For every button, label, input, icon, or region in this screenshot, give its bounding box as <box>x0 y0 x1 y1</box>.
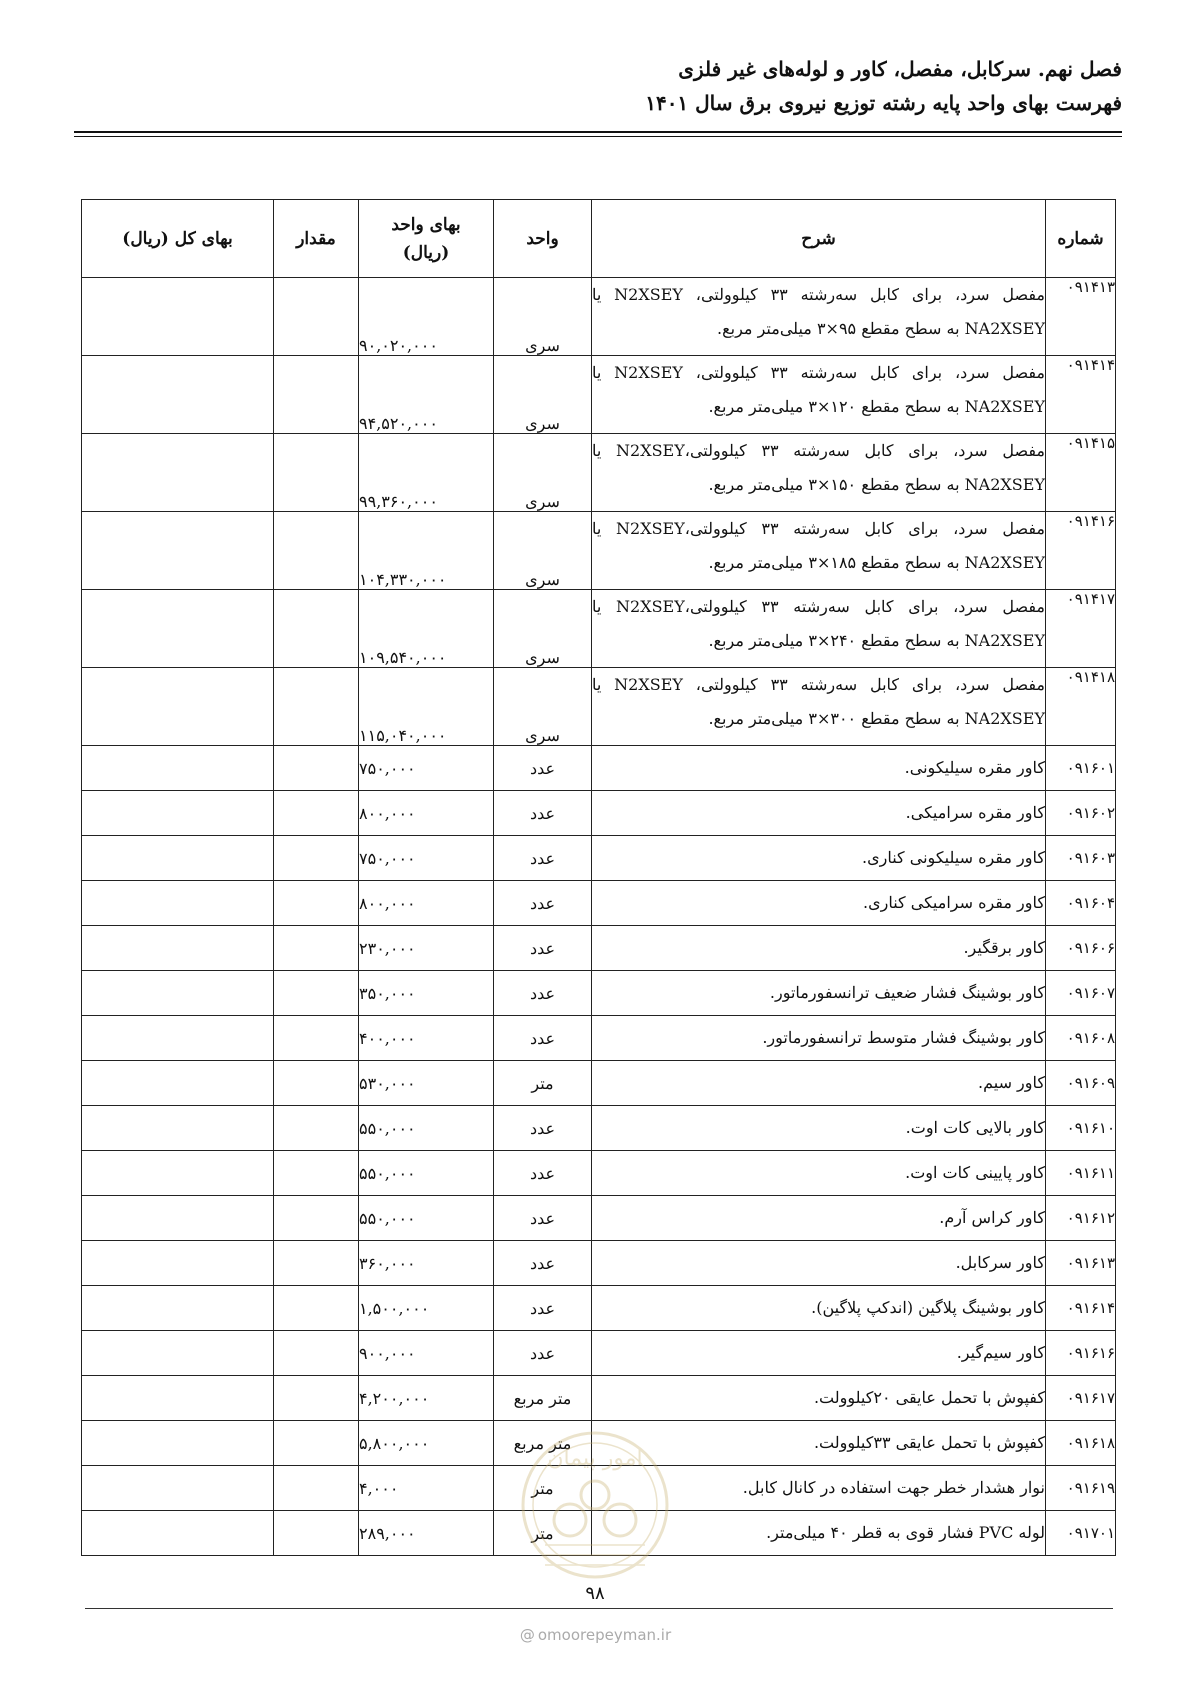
item-unit-price: ۱۰۹,۵۴۰,۰۰۰ <box>359 590 494 668</box>
item-unit-price: ۸۰۰,۰۰۰ <box>359 791 494 836</box>
item-unit-price: ۱۰۴,۳۳۰,۰۰۰ <box>359 512 494 590</box>
item-unit-price: ۳۵۰,۰۰۰ <box>359 971 494 1016</box>
item-description-line: مفصل سرد، برای کابل سه‌رشته ۳۳ کیلوولتی، N2XSEY یا <box>592 285 1045 304</box>
item-total-price <box>82 434 274 512</box>
table-row <box>82 1466 1116 1511</box>
item-unit-price: ۱,۵۰۰,۰۰۰ <box>359 1286 494 1331</box>
item-code: ۰۹۱۶۰۹ <box>1046 1061 1116 1106</box>
item-description-line: مفصل سرد، برای کابل سه‌رشته ۳۳ کیلوولتی، N2XSEY یا <box>592 363 1045 382</box>
table-header-row <box>82 200 1116 278</box>
item-unit-price: ۹۰۰,۰۰۰ <box>359 1331 494 1376</box>
item-quantity <box>274 668 359 746</box>
item-description-line: کفپوش با تحمل عایقی ۲۰کیلوولت. <box>813 1388 1045 1407</box>
item-description <box>592 836 1046 881</box>
item-total-price <box>82 1016 274 1061</box>
item-unit-price: ۵۵۰,۰۰۰ <box>359 1151 494 1196</box>
item-description-line: مفصل سرد، برای کابل سه‌رشته ۳۳ کیلوولتی،N2XSEY یا <box>592 597 1046 616</box>
item-description-line: NA2XSEY به سطح مقطع ۹۵×۳ میلی‌متر مربع. <box>717 319 1045 338</box>
item-quantity <box>274 590 359 668</box>
item-code: ۰۹۱۶۰۱ <box>1046 746 1116 791</box>
item-unit: عدد <box>494 791 592 836</box>
item-quantity <box>274 1016 359 1061</box>
item-unit-price: ۵۵۰,۰۰۰ <box>359 1106 494 1151</box>
item-description-line: کاور مقره سرامیکی. <box>905 803 1045 822</box>
item-description <box>592 971 1046 1016</box>
item-code: ۰۹۱۶۱۸ <box>1046 1421 1116 1466</box>
item-unit-price: ۹۴,۵۲۰,۰۰۰ <box>359 356 494 434</box>
item-quantity <box>274 1376 359 1421</box>
table-row <box>82 1511 1116 1556</box>
item-code: ۰۹۱۶۱۴ <box>1046 1286 1116 1331</box>
site-url[interactable]: omoorepeyman.ir <box>537 1626 672 1644</box>
page-number: ۹۸ <box>585 1583 605 1604</box>
item-code: ۰۹۱۶۰۶ <box>1046 926 1116 971</box>
item-unit: عدد <box>494 1286 592 1331</box>
item-unit: متر <box>494 1466 592 1511</box>
item-quantity <box>274 1511 359 1556</box>
item-description-line: NA2XSEY به سطح مقطع ۱۸۵×۳ میلی‌متر مربع. <box>708 553 1045 572</box>
item-code: ۰۹۱۶۱۲ <box>1046 1196 1116 1241</box>
price-list-table <box>81 199 1116 1556</box>
item-description-line: مفصل سرد، برای کابل سه‌رشته ۳۳ کیلوولتی،N2XSEY یا <box>592 441 1046 460</box>
item-description <box>592 278 1046 356</box>
item-quantity <box>274 746 359 791</box>
item-code: ۰۹۱۶۱۶ <box>1046 1331 1116 1376</box>
svg-text:امور پیمان: امور پیمان <box>547 1446 643 1471</box>
item-unit: سری <box>494 590 592 668</box>
item-description-line: کاور بوشینگ فشار ضعیف ترانسفورماتور. <box>769 983 1045 1002</box>
item-description <box>592 1061 1046 1106</box>
item-unit: عدد <box>494 1196 592 1241</box>
header-unit-price <box>359 200 494 278</box>
page-header <box>74 52 1122 120</box>
item-unit-price: ۹۰,۰۲۰,۰۰۰ <box>359 278 494 356</box>
item-unit: عدد <box>494 836 592 881</box>
item-quantity <box>274 1421 359 1466</box>
item-unit: سری <box>494 278 592 356</box>
item-description-line: مفصل سرد، برای کابل سه‌رشته ۳۳ کیلوولتی،N2XSEY یا <box>592 519 1046 538</box>
item-description <box>592 1241 1046 1286</box>
item-quantity <box>274 356 359 434</box>
item-total-price <box>82 1061 274 1106</box>
item-unit-price: ۵۳۰,۰۰۰ <box>359 1061 494 1106</box>
item-quantity <box>274 1151 359 1196</box>
item-total-price <box>82 926 274 971</box>
item-unit-price: ۷۵۰,۰۰۰ <box>359 746 494 791</box>
item-description-line: NA2XSEY به سطح مقطع ۱۵۰×۳ میلی‌متر مربع. <box>708 475 1045 494</box>
item-description-line: کاور سیم. <box>978 1073 1045 1092</box>
item-description <box>592 434 1046 512</box>
item-total-price <box>82 881 274 926</box>
item-description <box>592 668 1046 746</box>
item-quantity <box>274 278 359 356</box>
header-unit-price-line1: بهای واحد <box>391 214 461 235</box>
item-description-line: کاور بالایی کات اوت. <box>905 1118 1045 1137</box>
item-total-price <box>82 1466 274 1511</box>
item-code: ۰۹۱۶۰۳ <box>1046 836 1116 881</box>
item-quantity <box>274 1286 359 1331</box>
item-description <box>592 881 1046 926</box>
table-row <box>82 1106 1116 1151</box>
header-rule-thick <box>74 131 1122 133</box>
item-unit: عدد <box>494 881 592 926</box>
header-code: شماره <box>1046 200 1116 278</box>
item-unit: عدد <box>494 1016 592 1061</box>
item-description-line: NA2XSEY به سطح مقطع ۱۲۰×۳ میلی‌متر مربع. <box>708 397 1045 416</box>
item-description <box>592 1511 1046 1556</box>
table-row <box>82 278 1116 356</box>
table-row <box>82 434 1116 512</box>
item-unit: متر مربع <box>494 1421 592 1466</box>
item-description-line: کاور بوشینگ فشار متوسط ترانسفورماتور. <box>762 1028 1045 1047</box>
item-total-price <box>82 1286 274 1331</box>
item-total-price <box>82 1421 274 1466</box>
item-unit: سری <box>494 356 592 434</box>
item-quantity <box>274 1196 359 1241</box>
item-unit-price: ۵۵۰,۰۰۰ <box>359 1196 494 1241</box>
item-total-price <box>82 971 274 1016</box>
item-code: ۰۹۱۶۰۷ <box>1046 971 1116 1016</box>
item-description-line: کاور کراس آرم. <box>939 1208 1045 1227</box>
item-description <box>592 1151 1046 1196</box>
item-quantity <box>274 512 359 590</box>
item-total-price <box>82 1376 274 1421</box>
table-row <box>82 1196 1116 1241</box>
item-quantity <box>274 791 359 836</box>
item-quantity <box>274 1331 359 1376</box>
item-unit-price: ۵,۸۰۰,۰۰۰ <box>359 1421 494 1466</box>
item-unit: سری <box>494 434 592 512</box>
item-unit: عدد <box>494 1106 592 1151</box>
item-description <box>592 791 1046 836</box>
item-description <box>592 1376 1046 1421</box>
item-description <box>592 1421 1046 1466</box>
item-quantity <box>274 434 359 512</box>
item-code: ۰۹۱۶۰۴ <box>1046 881 1116 926</box>
item-description-line: NA2XSEY به سطح مقطع ۳۰۰×۳ میلی‌متر مربع. <box>708 709 1045 728</box>
table-row <box>82 836 1116 881</box>
table-row <box>82 356 1116 434</box>
table-row <box>82 791 1116 836</box>
item-description <box>592 1196 1046 1241</box>
item-total-price <box>82 1106 274 1151</box>
item-unit: عدد <box>494 1331 592 1376</box>
item-quantity <box>274 1241 359 1286</box>
item-unit-price: ۳۶۰,۰۰۰ <box>359 1241 494 1286</box>
item-unit: عدد <box>494 746 592 791</box>
table-row <box>82 1016 1116 1061</box>
item-code: ۰۹۱۶۱۳ <box>1046 1241 1116 1286</box>
item-total-price <box>82 746 274 791</box>
item-description-line: کاور سیم‌گیر. <box>956 1343 1045 1362</box>
header-rule-thin <box>74 136 1122 137</box>
item-description <box>592 1016 1046 1061</box>
item-unit-price: ۲۸۹,۰۰۰ <box>359 1511 494 1556</box>
item-unit-price: ۴,۰۰۰ <box>359 1466 494 1511</box>
header-unit-price-line2: (ریال) <box>402 242 450 263</box>
table-row <box>82 512 1116 590</box>
table-row <box>82 746 1116 791</box>
table-row <box>82 1376 1116 1421</box>
item-quantity <box>274 1466 359 1511</box>
item-code: ۰۹۱۴۱۸ <box>1046 668 1116 746</box>
item-code: ۰۹۱۴۱۴ <box>1046 356 1116 434</box>
item-description <box>592 1331 1046 1376</box>
item-description <box>592 1466 1046 1511</box>
item-description-line: کاور برقگیر. <box>963 938 1045 957</box>
item-total-price <box>82 668 274 746</box>
at-sign-icon: @ <box>519 1626 535 1644</box>
item-total-price <box>82 1241 274 1286</box>
table-row <box>82 1286 1116 1331</box>
item-description-line: کاور مقره سیلیکونی کناری. <box>862 848 1045 867</box>
item-quantity <box>274 1106 359 1151</box>
table-row <box>82 1061 1116 1106</box>
item-description-line: نوار هشدار خطر جهت استفاده در کانال کابل. <box>742 1478 1045 1497</box>
item-quantity <box>274 1061 359 1106</box>
chapter-title: فصل نهم. سرکابل، مفصل، کاور و لوله‌های غیر فلزی <box>678 57 1122 81</box>
item-description-line: کاور سرکابل. <box>955 1253 1045 1272</box>
table-row <box>82 1421 1116 1466</box>
item-code: ۰۹۱۶۰۸ <box>1046 1016 1116 1061</box>
item-unit: متر <box>494 1511 592 1556</box>
item-unit-price: ۹۹,۳۶۰,۰۰۰ <box>359 434 494 512</box>
item-description <box>592 746 1046 791</box>
item-unit: متر مربع <box>494 1376 592 1421</box>
table-row <box>82 668 1116 746</box>
item-unit: عدد <box>494 1151 592 1196</box>
footer-rule <box>85 1608 1113 1609</box>
item-unit-price: ۴,۲۰۰,۰۰۰ <box>359 1376 494 1421</box>
item-quantity <box>274 836 359 881</box>
item-unit-price: ۲۳۰,۰۰۰ <box>359 926 494 971</box>
item-unit-price: ۱۱۵,۰۴۰,۰۰۰ <box>359 668 494 746</box>
item-unit: عدد <box>494 1241 592 1286</box>
table-row <box>82 926 1116 971</box>
header-total-price: بهای کل (ریال) <box>82 200 274 278</box>
item-total-price <box>82 1331 274 1376</box>
table-row <box>82 1151 1116 1196</box>
item-total-price <box>82 1151 274 1196</box>
item-total-price <box>82 512 274 590</box>
item-unit-price: ۴۰۰,۰۰۰ <box>359 1016 494 1061</box>
item-quantity <box>274 881 359 926</box>
item-description-line: مفصل سرد، برای کابل سه‌رشته ۳۳ کیلوولتی، N2XSEY یا <box>592 675 1045 694</box>
item-total-price <box>82 356 274 434</box>
header-quantity: مقدار <box>274 200 359 278</box>
item-description-line: NA2XSEY به سطح مقطع ۲۴۰×۳ میلی‌متر مربع. <box>708 631 1045 650</box>
item-code: ۰۹۱۴۱۷ <box>1046 590 1116 668</box>
table-row <box>82 1331 1116 1376</box>
table-row <box>82 971 1116 1016</box>
item-unit: سری <box>494 668 592 746</box>
item-code: ۰۹۱۴۱۶ <box>1046 512 1116 590</box>
item-description <box>592 590 1046 668</box>
item-description-line: کفپوش با تحمل عایقی ۳۳کیلوولت. <box>813 1433 1045 1452</box>
header-unit: واحد <box>494 200 592 278</box>
item-unit: عدد <box>494 971 592 1016</box>
item-unit: متر <box>494 1061 592 1106</box>
item-unit: عدد <box>494 926 592 971</box>
document-subtitle: فهرست بهای واحد پایه رشته توزیع نیروی برق سال ۱۴۰۱ <box>645 91 1122 115</box>
item-unit: سری <box>494 512 592 590</box>
item-code: ۰۹۱۶۰۲ <box>1046 791 1116 836</box>
item-unit-price: ۷۵۰,۰۰۰ <box>359 836 494 881</box>
item-code: ۰۹۱۶۱۱ <box>1046 1151 1116 1196</box>
item-quantity <box>274 971 359 1016</box>
item-total-price <box>82 1511 274 1556</box>
item-description-line: کاور پایینی کات اوت. <box>905 1163 1045 1182</box>
item-total-price <box>82 590 274 668</box>
item-total-price <box>82 278 274 356</box>
item-code: ۰۹۱۶۱۰ <box>1046 1106 1116 1151</box>
item-description <box>592 1286 1046 1331</box>
table-row <box>82 590 1116 668</box>
item-quantity <box>274 926 359 971</box>
table-row <box>82 881 1116 926</box>
item-code: ۰۹۱۴۱۵ <box>1046 434 1116 512</box>
item-description <box>592 356 1046 434</box>
item-total-price <box>82 791 274 836</box>
item-total-price <box>82 836 274 881</box>
item-description <box>592 926 1046 971</box>
item-unit-price: ۸۰۰,۰۰۰ <box>359 881 494 926</box>
item-description <box>592 1106 1046 1151</box>
item-description <box>592 512 1046 590</box>
item-description-line: کاور بوشینگ پلاگین (اندکپ پلاگین). <box>811 1298 1045 1317</box>
table-row <box>82 1241 1116 1286</box>
item-total-price <box>82 1196 274 1241</box>
item-description-line: کاور مقره سیلیکونی. <box>904 758 1045 777</box>
item-code: ۰۹۱۶۱۹ <box>1046 1466 1116 1511</box>
item-code: ۰۹۱۶۱۷ <box>1046 1376 1116 1421</box>
header-description: شرح <box>592 200 1046 278</box>
item-code: ۰۹۱۷۰۱ <box>1046 1511 1116 1556</box>
item-code: ۰۹۱۴۱۳ <box>1046 278 1116 356</box>
site-footer <box>0 1626 1191 1644</box>
item-description-line: لوله PVC فشار قوی به قطر ۴۰ میلی‌متر. <box>766 1523 1045 1542</box>
item-description-line: کاور مقره سرامیکی کناری. <box>863 893 1045 912</box>
